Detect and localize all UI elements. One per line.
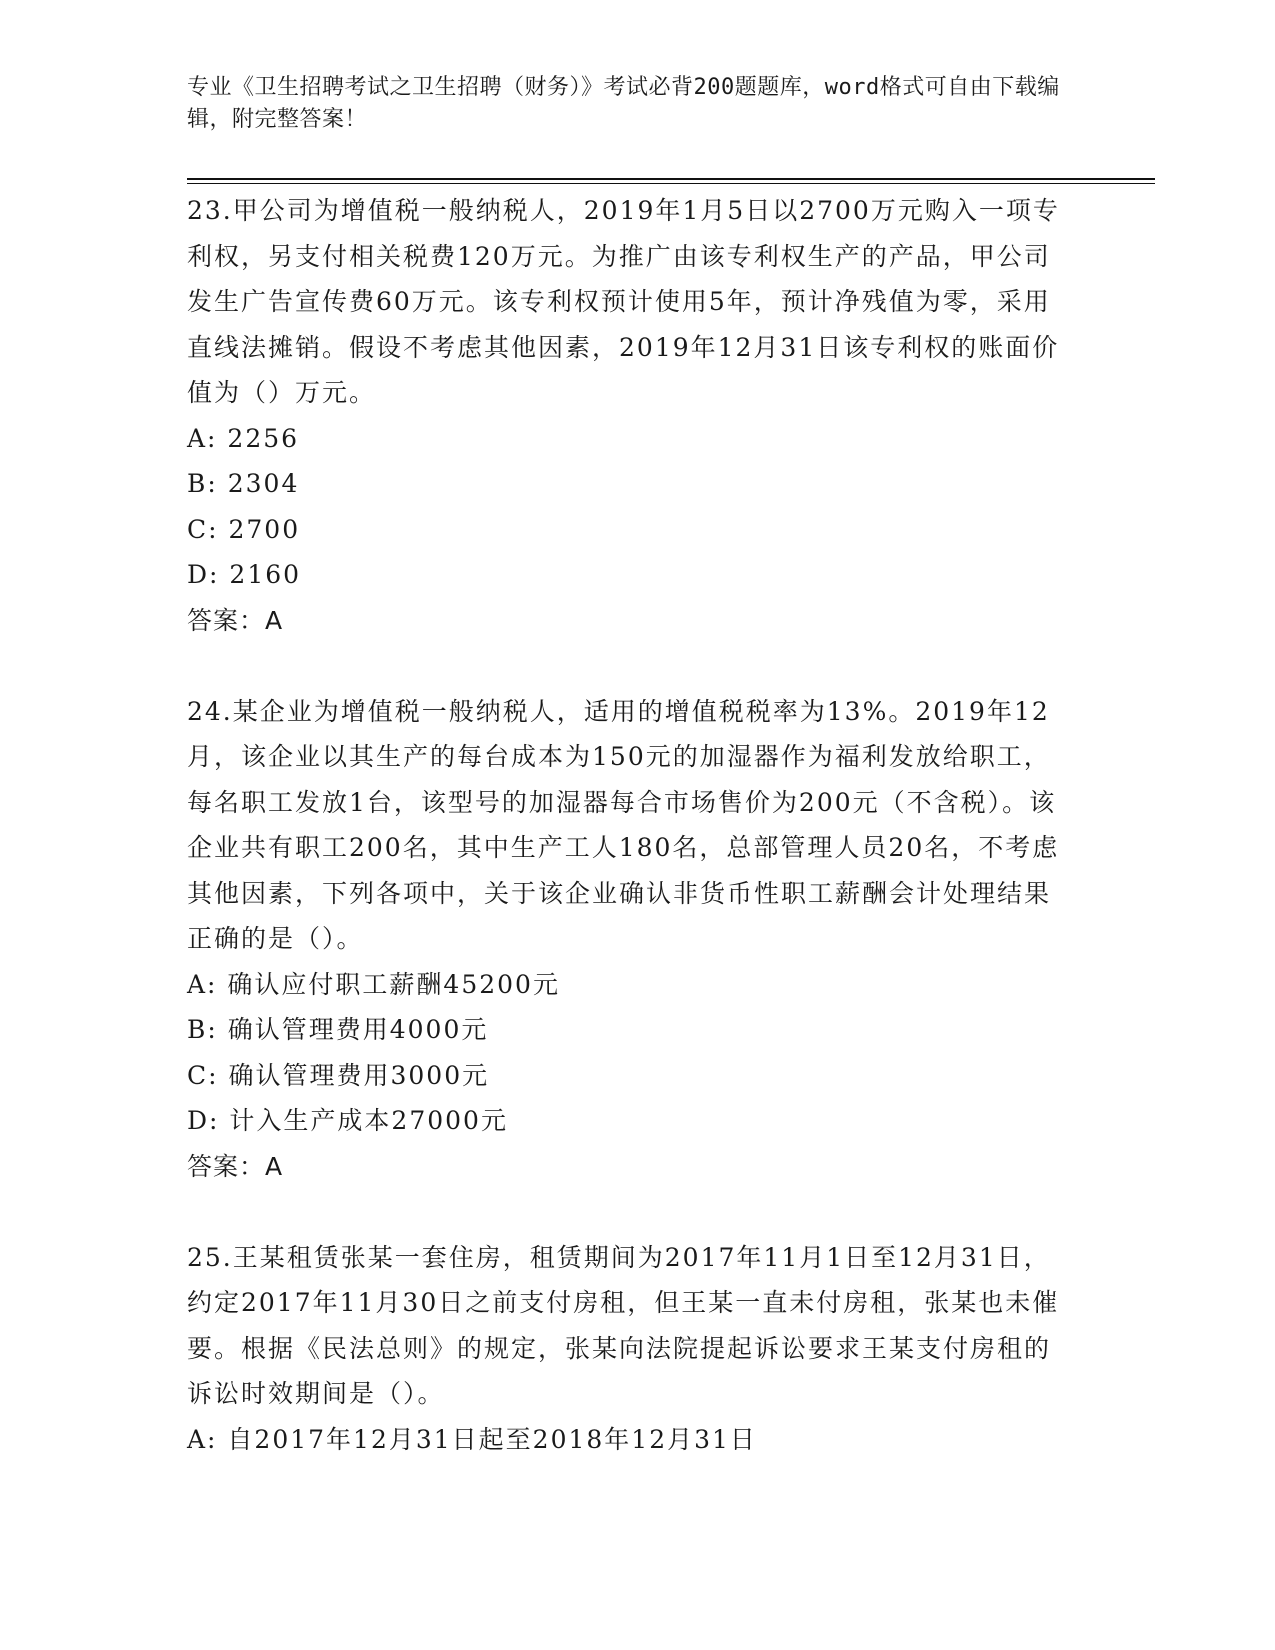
answer-label: 答案：A xyxy=(187,605,284,635)
header-divider-thick xyxy=(187,178,1155,180)
option-b: B: 2304 xyxy=(187,469,300,498)
question-stem: 24.某企业为增值税一般纳税人，适用的增值税税率为13%。2019年12月，该企业以其生产的每台成本为150元的加湿器作为福利发放给职工，每名职工发放1台，该型号的加湿器每合市场售价为200元（不含税）。该企业共有职工200名，其中生产工人180名，总部管理人员20名，不考虑其他因素，下列各项中，关于该企业确认非货币性职工薪酬会计处理结果正确的是（）。 xyxy=(187,696,1060,953)
question-spacer xyxy=(187,643,1077,689)
option-d: D: 计入生产成本27000元 xyxy=(187,1106,508,1135)
question-23 xyxy=(187,188,1077,643)
option-c: C: 2700 xyxy=(187,514,301,544)
question-24 xyxy=(187,689,1077,1190)
option-list xyxy=(187,962,1077,1144)
option-a: A: 2256 xyxy=(187,423,300,453)
question-list xyxy=(187,188,1077,1462)
option-a: A: 确认应付职工薪酬45200元 xyxy=(187,969,560,999)
option-a: A: 自2017年12月31日起至2018年12月31日 xyxy=(187,1424,757,1454)
question-stem: 25.王某租赁张某一套住房，租赁期间为2017年11月1日至12月31日，约定2017年11月30日之前支付房租，但王某一直未付房租，张某也未催要。根据《民法总则》的规定，张某向法院提起诉讼要求王某支付房租的诉讼时效期间是（）。 xyxy=(187,1242,1060,1408)
question-stem: 23.甲公司为增值税一般纳税人，2019年1月5日以2700万元购入一项专利权，另支付相关税费120万元。为推广由该专利权生产的产品，甲公司发生广告宣传费60万元。该专利权预计使用5年，预计净残值为零，采用直线法摊销。假设不考虑其他因素，2019年12月31日该专利权的账面价值为（）万元。 xyxy=(187,196,1060,407)
option-c: C: 确认管理费用3000元 xyxy=(187,1060,490,1090)
option-list xyxy=(187,1417,1077,1463)
question-spacer xyxy=(187,1189,1077,1235)
answer-label: 答案：A xyxy=(187,1151,284,1181)
header-text: 专业《卫生招聘考试之卫生招聘（财务）》考试必背200题题库，word格式可自由下载编辑，附完整答案！ xyxy=(187,75,1060,132)
option-b: B: 确认管理费用4000元 xyxy=(187,1015,489,1044)
header-divider-thin xyxy=(187,183,1155,184)
option-list xyxy=(187,416,1077,598)
document-header xyxy=(187,72,1067,136)
question-25 xyxy=(187,1235,1077,1463)
option-d: D: 2160 xyxy=(187,560,302,589)
